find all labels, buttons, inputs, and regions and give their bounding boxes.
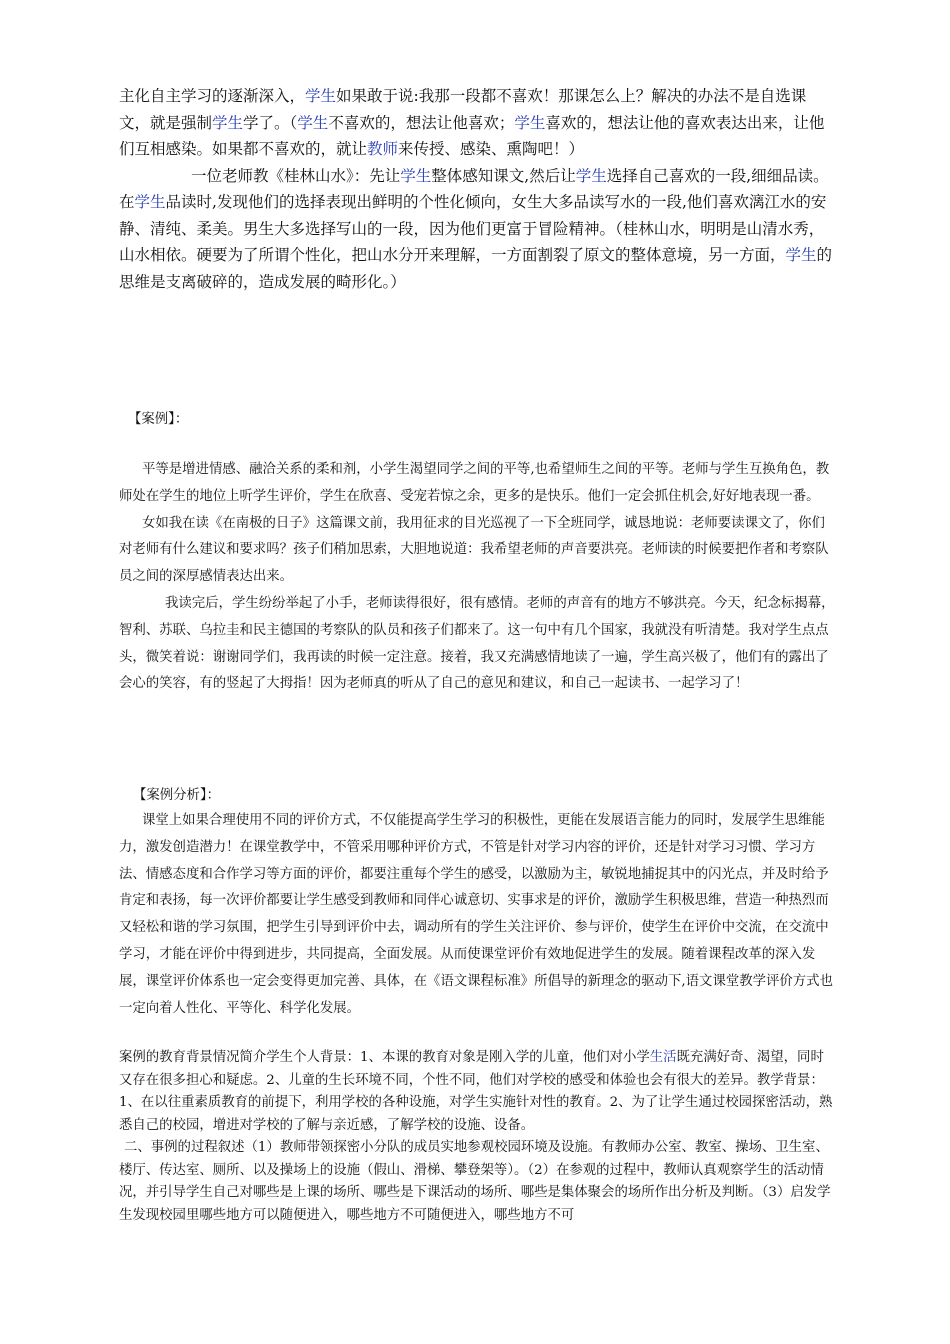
text-run: 的思维是支离破碎的，造成发展的畸形化。） [119, 246, 833, 291]
paragraph-guilin-example [119, 163, 835, 296]
keyword-link[interactable]: 学生 [575, 166, 607, 185]
analysis-paragraph: 课堂上如果合理使用不同的评价方式，不仅能提高学生学习的积极性，更能在发展语言能力的同时，发展学生思维能力，激发创造潜力！在课堂教学中，不管采用哪种评价方式，不管是针对学习内容的评价，还是针对学习习惯、学习方法、情感态度和合作学习等方面的评价，都要注重每个学生的感受，以激励为主，敏锐地捕捉其中的闪光点，并及时给予肯定和表扬，每一次评价都要让学生感受到教师和同伴心诚意切、实事求是的评价，激励学生积极思维，营造一种热烈而又轻松和谐的学习氛围，把学生引导到评价中去，调动所有的学生关注评价、参与评价，使学生在评价中交流，在交流中学习，才能在评价中得到进步，共同提高，全面发展。从而使课堂评价有效地促进学生的发展。随着课程改革的深入发展，课堂评价体系也一定会变得更加完善、具体，在《语文课程标准》所倡导的新理念的驱动下,语文课堂教学评价方式也一定向着人性化、平等化、科学化发展。 [119, 813, 833, 1016]
keyword-link[interactable]: 学生 [400, 166, 432, 185]
case-heading: 【案例】： [128, 412, 189, 427]
keyword-link[interactable]: 学生 [212, 113, 244, 132]
section-1 [119, 83, 835, 295]
analysis-body [119, 808, 835, 1022]
text-run: 既充满好奇、渴望，同时又存在很多担心和疑虑。2、儿童的生长环境不同，个性不同，他们对学校的感受和体验也会有很大的差异。教学背景：1、在以往重素质教育的前提下，利用学校的各种设施，对学生实施针对性的教育。2、为了让学生通过校园探密活动，熟悉自己的校园，增进对学校的了解与亲近感，了解学校的设施、设备。 [119, 1050, 833, 1133]
text-run: 整体感知课文,然后让 [431, 166, 576, 185]
text-run: 不喜欢的，想法让他喜欢； [328, 113, 515, 132]
background-body [119, 1047, 835, 1227]
case-paragraph-2: 女如我在读《在南极的日子》这篇课文前，我用征求的目光巡视了一下全班同学，诚恳地说：老师要读课文了，你们对老师有什么建议和要求吗？孩子们稍加思索，大胆地说道：我希望老师的声音要洪亮。老师读的时候要把作者和考察队员之间的深厚感情表达出来。 [119, 515, 829, 585]
keyword-link[interactable]: 学生 [785, 246, 817, 264]
keyword-link[interactable]: 生活 [649, 1050, 677, 1065]
paragraph-intro [119, 83, 835, 163]
keyword-link[interactable]: 学生 [134, 193, 166, 211]
process-paragraph: 二、事例的过程叙述（1）教师带领探密小分队的成员实地参观校园环境及设施。有教师办公室、教室、操场、卫生室、楼厅、传达室、厕所、以及操场上的设施（假山、滑梯、攀登架等）。（2）在参观的过程中，教师认真观察学生的活动情况，并引导学生自己对哪些是上课的场所、哪些是下课活动的场所、哪些是集体聚会的场所作出分析及判断。（3）启发学生发现校园里哪些地方可以随便进入，哪些地方不可随便进入，哪些地方不可 [119, 1140, 831, 1223]
keyword-link[interactable]: 学生 [305, 87, 337, 105]
text-run: 如果敢于说:我那一段都不喜欢！那课怎么上？解决的办法不是自选课文，就是强制 [119, 87, 807, 132]
text-run: 喜欢的，想法让他的喜欢表达出来，让他们互相感染。如果都不喜欢的，就让 [119, 113, 825, 158]
text-run: 学了。（ [243, 113, 298, 132]
text-run: 案例的教育背景情况简介学生个人背景：1、本课的教育对象是刚入学的儿童，他们对小学 [119, 1050, 650, 1065]
text-run: 来传授、感染、熏陶吧！） [398, 140, 585, 158]
case-body [119, 457, 835, 698]
keyword-link[interactable]: 学生 [297, 113, 329, 132]
keyword-link[interactable]: 学生 [514, 113, 546, 132]
case-paragraph-1: 平等是增进情感、融洽关系的柔和剂，小学生渴望同学之间的平等,也希望师生之间的平等。老师与学生互换角色，教师处在学生的地位上听学生评价，学生在欣喜、受宠若惊之余，更多的是快乐。他们一定会抓住机会,好好地表现一番。 [119, 462, 830, 504]
analysis-heading: 【案例分析】： [133, 788, 221, 803]
keyword-link[interactable]: 教师 [367, 140, 399, 158]
text-run: 主化自主学习的逐渐深入， [119, 87, 306, 105]
case-paragraph-3: 我读完后，学生纷纷举起了小手，老师读得很好，很有感情。老师的声音有的地方不够洪亮。今天，纪念标揭幕，智利、苏联、乌拉圭和民主德国的考察队的队员和孩子们都来了。这一句中有几个国家，我就没有听清楚。我对学生点点头，微笑着说：谢谢同学们，我再读的时候一定注意。接着，我又充满感情地读了一遍，学生高兴极了，他们有的露出了会心的笑容，有的竖起了大拇指！因为老师真的听从了自己的意见和建议，和自己一起读书、一起学习了！ [119, 595, 835, 692]
text-run: 选择自己喜欢的一段,细细品读。在 [119, 166, 829, 211]
background-paragraph [119, 1047, 835, 1137]
text-run: 一位老师教《桂林山水》：先让 [191, 166, 401, 185]
text-run: 品读时,发现他们的选择表现出鲜明的个性化倾向，女生大多品读写水的一段,他们喜欢漓江水的安静、清纯、柔美。男生大多选择写山的一段，因为他们更富于冒险精神。（桂林山水，明明是山清水秀，山水相依。硬要为了所谓个性化，把山水分开来理解，一方面割裂了原文的整体意境，另一方面， [119, 193, 827, 264]
